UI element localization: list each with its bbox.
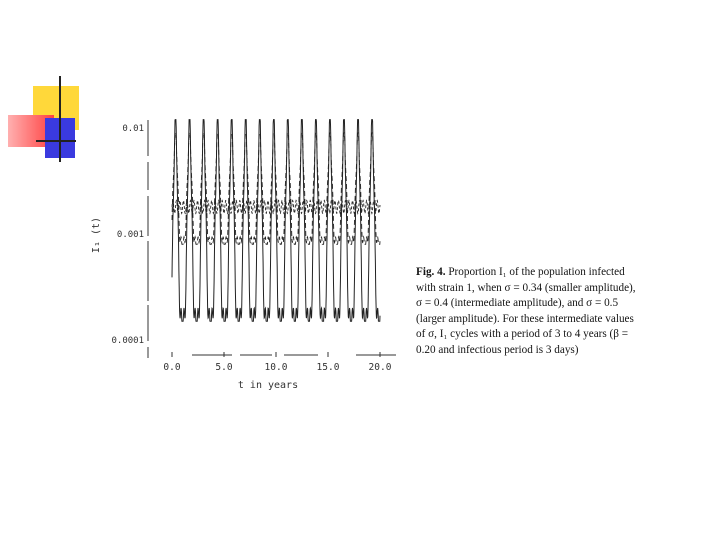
x-tick-label: 20.0 [368, 362, 392, 373]
series-layer [172, 120, 380, 322]
y-tick-label: 0.01 [122, 124, 144, 134]
x-tick-label: 15.0 [316, 362, 340, 373]
caption-text: Proportion I₁ of the population infected with strain 1, when σ = 0.34 (smaller amplitude), σ = 0.4 (intermediate amplitude), and σ = 0.5 (larger amplitude). For these intermediate values of σ, I₁ cycles with a period of 3 to 4 years (β = 0.20 and infectious period is 3 days) [416, 266, 636, 356]
y-tick-group [111, 124, 144, 346]
x-tick-label: 5.0 [215, 362, 233, 373]
caption-label: Fig. 4. [416, 266, 446, 278]
x-tick-label: 0.0 [163, 362, 181, 373]
figure-caption [416, 265, 638, 359]
x-tick-label: 10.0 [264, 362, 288, 373]
x-axis-label: t in years [237, 380, 299, 391]
series-line-3 [172, 120, 380, 322]
y-axis-label: I₁ (t) [91, 216, 102, 254]
y-tick-label: 0.0001 [111, 336, 144, 346]
y-tick-label: 0.001 [116, 230, 144, 240]
